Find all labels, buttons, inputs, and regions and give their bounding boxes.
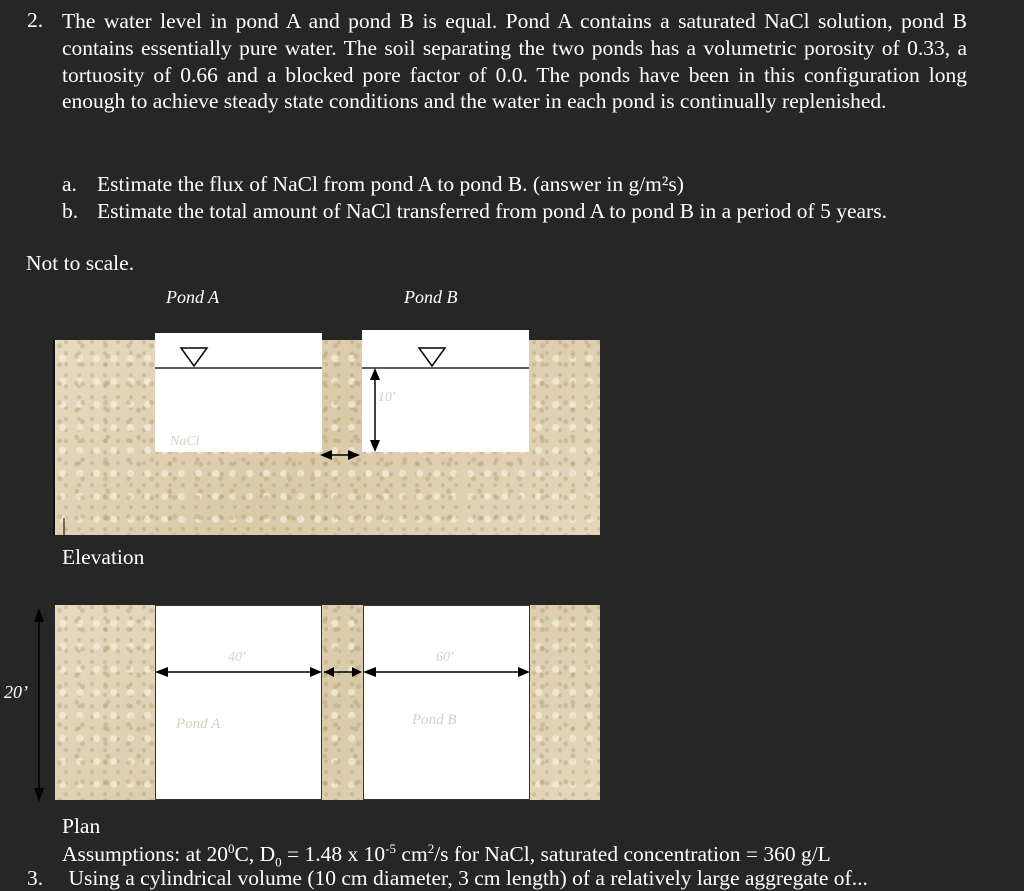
part-b-marker: b. [62,199,79,223]
assumptions-unit: cm [396,842,428,867]
elevation-pond-a-label: Pond A [166,287,220,307]
not-to-scale-note: Not to scale. [26,251,135,275]
problem-text: The water level in pond A and pond B is equal. Pond A contains a saturated NaCl solution, pond B contains essentially pure water. The soil separating the two ponds has a volumetric porosity of 0.33, a tortuosity of 0.66 and a blocked pore factor of 0.0. The ponds have been in this configuration long enough to achieve steady state conditions and the water in each pond is continually replenished. [62,9,967,114]
assumptions-unit-sup: 2 [427,841,435,856]
assumptions-rest: /s for NaCl, saturated concentration = 360 g/L [434,842,831,867]
nacl-label: NaCl [170,434,200,449]
depth-label: 10' [378,390,395,405]
part-b-text: Estimate the total amount of NaCl transferred from pond A to pond B in a period of 5 years. [97,199,887,223]
cutoff-number: 3. [27,866,44,890]
pond-b-length-label: 60' [436,650,453,665]
problem-number: 2. [27,8,44,32]
plan-pond-a-label: Pond A [176,716,221,732]
elevation-caption: Elevation [62,545,145,569]
cutoff-line [27,866,868,891]
plan-width-label: 20’ [4,682,28,702]
part-a-marker: a. [62,172,77,196]
cutoff-text: Using a cylindrical volume (10 cm diameter, 3 cm length) of a relatively large aggregate of... [68,866,868,890]
pond-a-length-label: 40' [228,650,245,665]
assumptions-value: = 1.48 x 10 [281,842,386,867]
plan-caption: Plan [62,814,101,838]
assumptions-cd: C, D [234,842,276,867]
part-a-text: Estimate the flux of NaCl from pond A to pond B. (answer in g/m²s) [97,172,684,196]
plan-gap-label: 1' [334,647,344,662]
plan-pond-b-label: Pond B [412,712,457,728]
assumptions-degree: 0 [228,841,235,856]
assumptions-prefix: Assumptions: at 20 [62,842,229,867]
elevation-pond-b-label: Pond B [404,287,458,307]
elevation-gap-label: 1' [335,470,345,485]
assumptions-exponent: -5 [385,841,397,856]
assumptions-d-subscript: 0 [275,854,282,870]
